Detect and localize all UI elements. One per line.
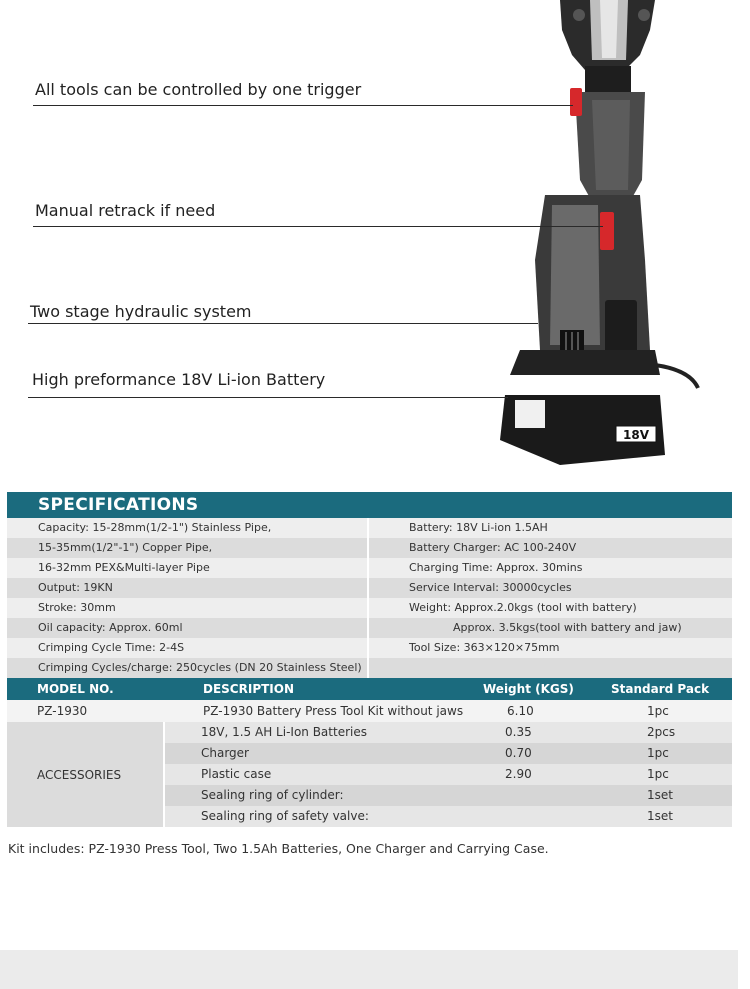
accessory-description: Charger (201, 746, 249, 760)
model-weight: 6.10 (507, 704, 534, 718)
spec-right: Service Interval: 30000cycles (369, 578, 732, 598)
callout-hydraulic: Two stage hydraulic system (30, 302, 252, 321)
callout-battery: High preformance 18V Li-ion Battery (32, 370, 326, 389)
spec-right: Approx. 3.5kgs(tool with battery and jaw) (369, 618, 732, 638)
footer-band (0, 950, 738, 989)
spec-left: 16-32mm PEX&Multi-layer Pipe (7, 558, 369, 578)
spec-row (7, 538, 732, 558)
spec-right: Battery Charger: AC 100-240V (369, 538, 732, 558)
trigger-icon (570, 88, 582, 116)
accessory-pack: 1pc (647, 746, 669, 760)
accessory-row (165, 743, 732, 764)
accessory-description: Plastic case (201, 767, 272, 781)
header-pack: Standard Pack (611, 682, 710, 696)
header-model: MODEL NO. (37, 682, 114, 696)
spec-row (7, 578, 732, 598)
battery-voltage-label: 18V (623, 428, 649, 442)
accessory-row (165, 722, 732, 743)
accessory-description: Sealing ring of cylinder: (201, 788, 344, 802)
accessory-description: Sealing ring of safety valve: (201, 809, 369, 823)
callout-retrack: Manual retrack if need (35, 201, 216, 220)
accessory-weight: 0.70 (505, 746, 532, 760)
model-pack: 1pc (647, 704, 669, 718)
callout-line-battery (28, 397, 508, 398)
model-number: PZ-1930 (37, 704, 88, 718)
accessory-row (165, 806, 732, 827)
spec-right: Battery: 18V Li-ion 1.5AH (369, 518, 732, 538)
spec-right (369, 658, 732, 678)
accessory-description: 18V, 1.5 AH Li-Ion Batteries (201, 725, 367, 739)
accessory-weight (471, 785, 587, 806)
spec-left: Capacity: 15-28mm(1/2-1") Stainless Pipe, (7, 518, 369, 538)
model-description: PZ-1930 Battery Press Tool Kit without jaws (203, 704, 464, 718)
spec-row (7, 518, 732, 538)
spec-row (7, 598, 732, 618)
accessories-section (7, 722, 732, 827)
spec-left: Stroke: 30mm (7, 598, 369, 618)
press-tool-illustration (0, 0, 750, 470)
accessory-row (165, 785, 732, 806)
callout-line-retrack (33, 226, 603, 227)
spec-right: Charging Time: Approx. 30mins (369, 558, 732, 578)
accessory-weight: 2.90 (505, 767, 532, 781)
spec-rows (7, 518, 732, 678)
accessory-weight: 0.35 (505, 725, 532, 739)
callout-line-hydraulic (28, 323, 538, 324)
callout-trigger: All tools can be controlled by one trigger (35, 80, 362, 99)
retract-button-icon (600, 212, 614, 250)
kit-includes-note: Kit includes: PZ-1930 Press Tool, Two 1.5Ah Batteries, One Charger and Carrying Case. (8, 841, 549, 856)
accessory-pack: 1pc (647, 767, 669, 781)
specifications-table (7, 492, 732, 827)
accessory-pack: 1set (647, 788, 673, 802)
spec-left: Oil capacity: Approx. 60ml (7, 618, 369, 638)
spec-right: Weight: Approx.2.0kgs (tool with battery) (369, 598, 732, 618)
accessories-rows (165, 722, 732, 827)
spec-right: Tool Size: 363×120×75mm (369, 638, 732, 658)
accessory-pack: 1set (647, 809, 673, 823)
spec-row (7, 638, 732, 658)
spec-row (7, 658, 732, 678)
spec-row (7, 618, 732, 638)
spec-left: 15-35mm(1/2"-1") Copper Pipe, (7, 538, 369, 558)
accessory-weight (471, 806, 587, 827)
accessory-pack: 2pcs (647, 725, 676, 739)
callout-line-trigger (33, 105, 573, 106)
header-description: DESCRIPTION (203, 682, 295, 696)
spec-row (7, 558, 732, 578)
header-weight: Weight (KGS) (483, 682, 574, 696)
spec-left: Crimping Cycles/charge: 250cycles (DN 20 Stainless Steel) (7, 658, 369, 678)
accessory-row (165, 764, 732, 785)
product-hero (0, 0, 750, 470)
model-table-header (7, 678, 732, 700)
spec-left: Output: 19KN (7, 578, 369, 598)
accessories-label: ACCESSORIES (7, 722, 165, 827)
specifications-title: SPECIFICATIONS (7, 492, 732, 518)
model-row (7, 700, 732, 722)
spec-left: Crimping Cycle Time: 2-4S (7, 638, 369, 658)
